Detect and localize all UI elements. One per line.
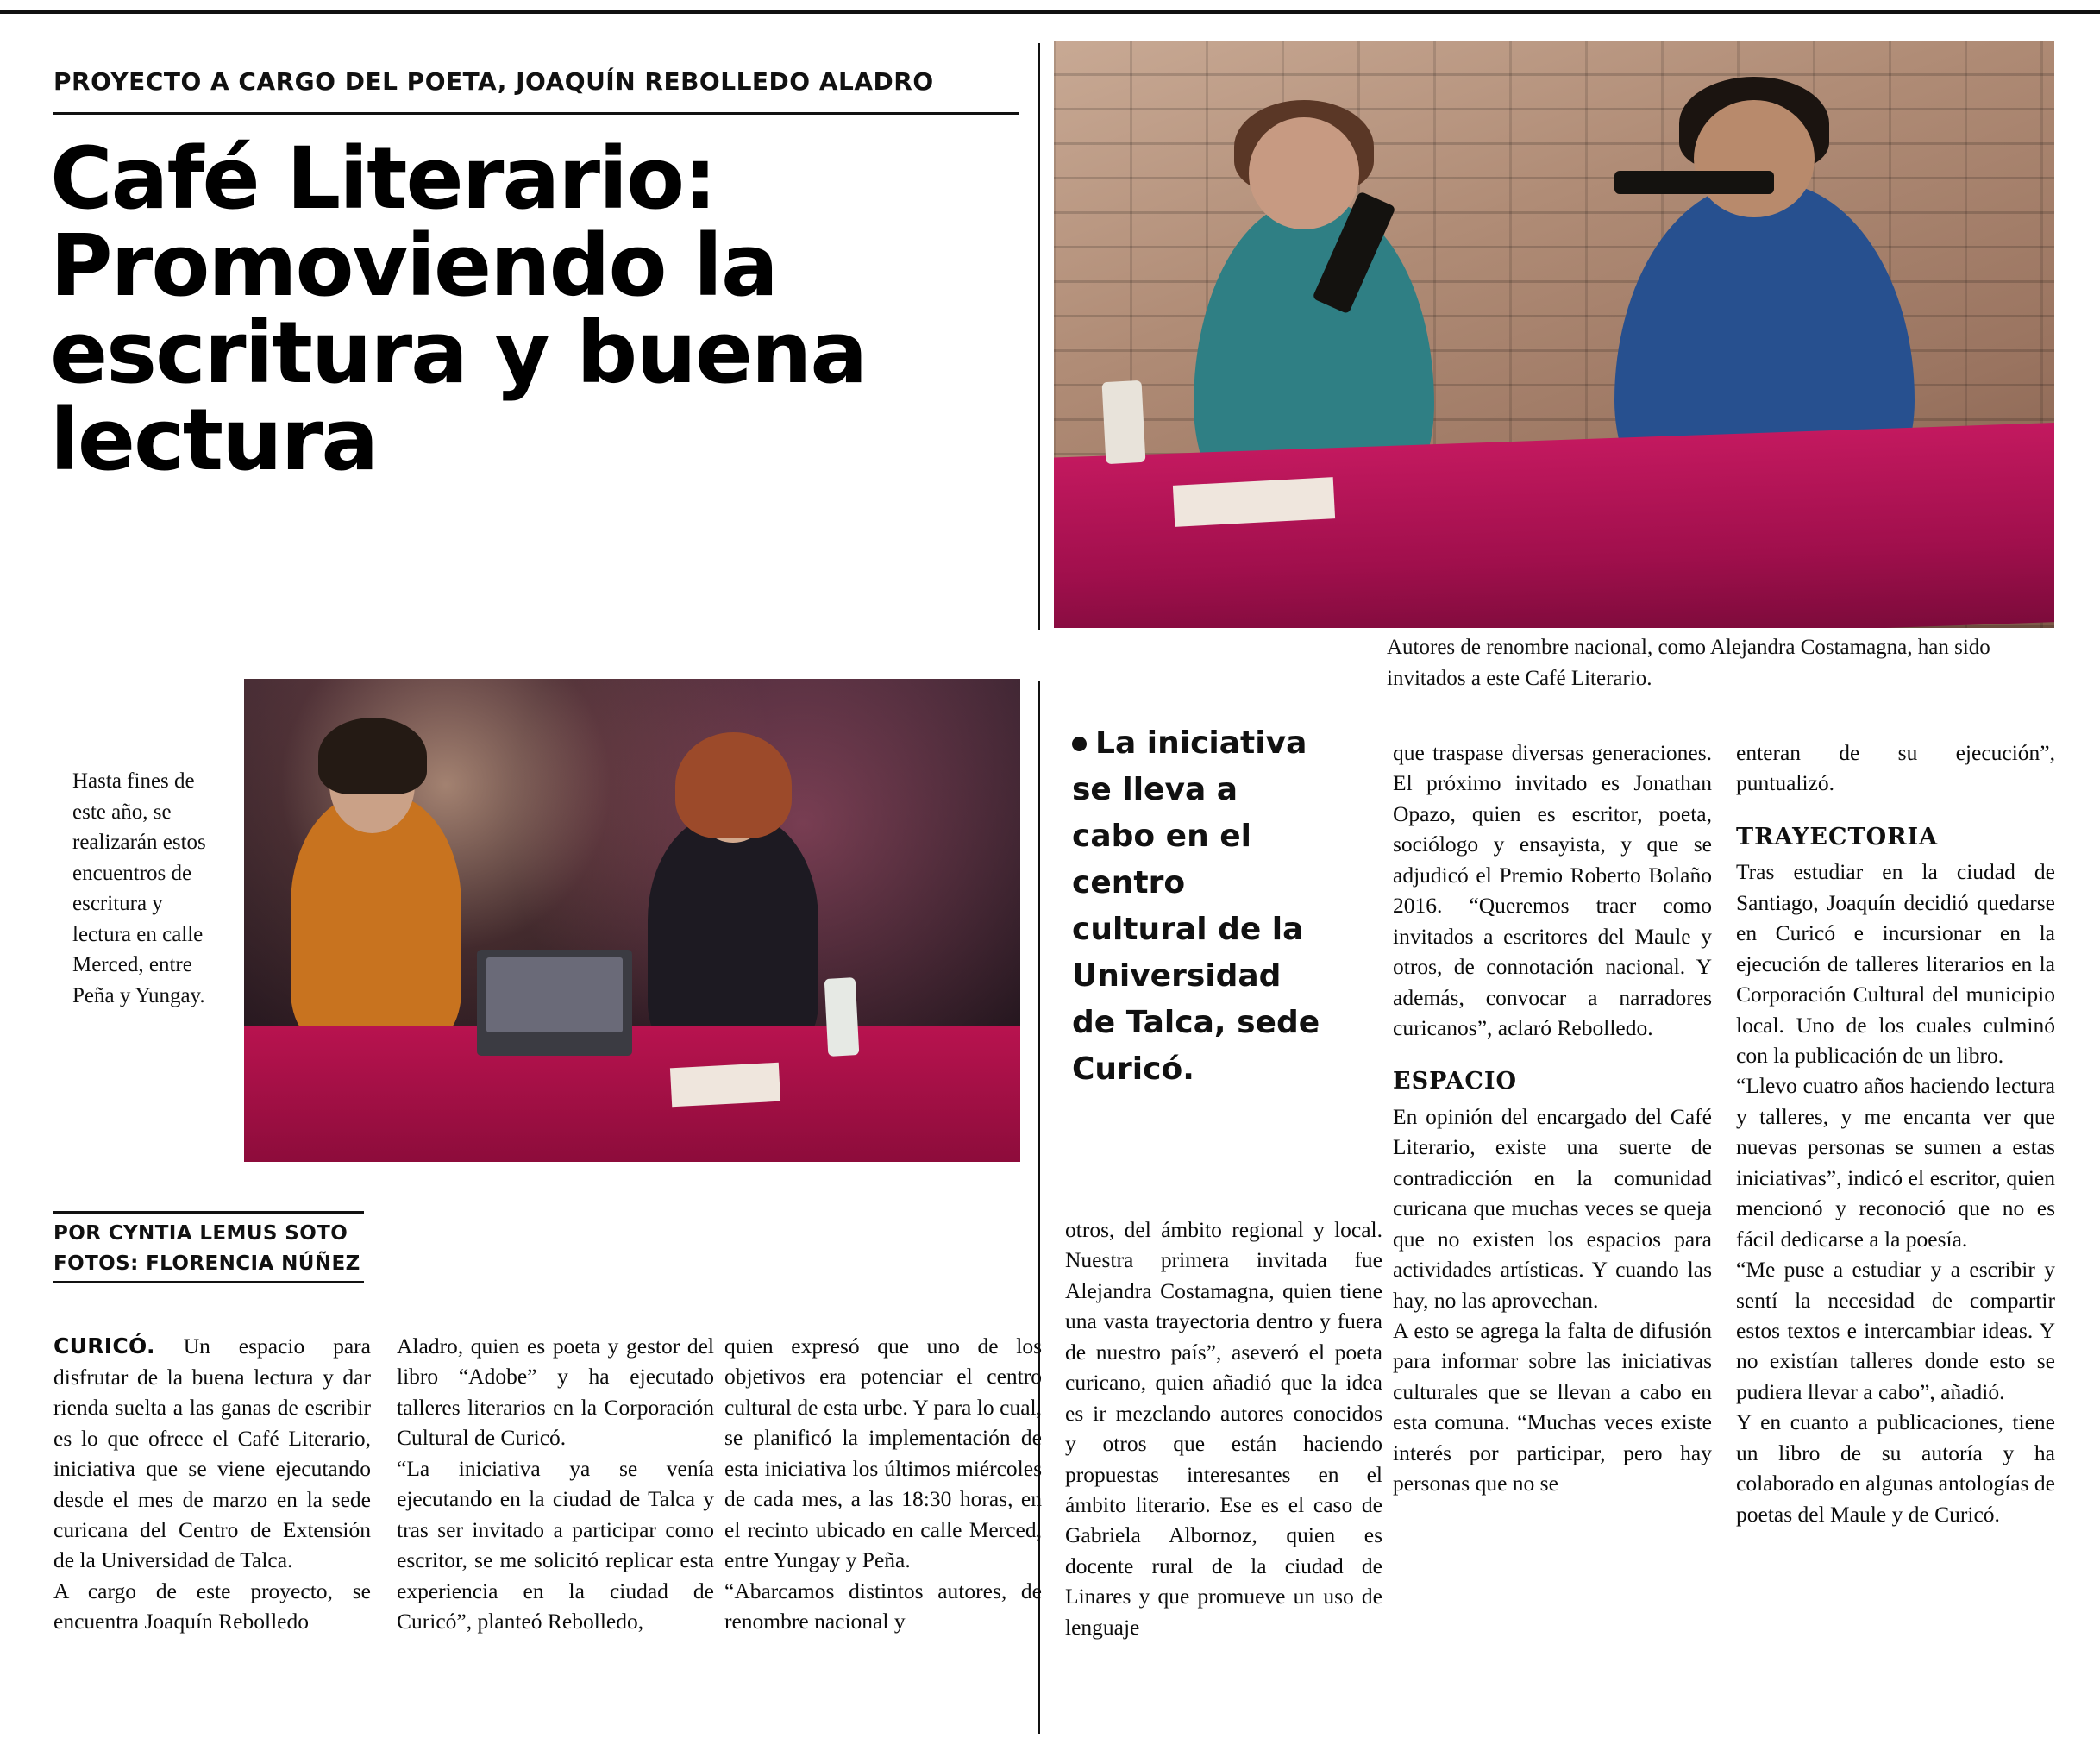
pull-quote-text: La iniciativa se lleva a cabo en el centro cultural de la Universidad de Talca, sede Curicó. [1072, 725, 1320, 1087]
paragraph: Tras estudiar en la ciudad de Santiago, Joaquín decidió quedarse en Curicó e incursionar en la ejecución de talleres literarios en la Corporación Cultural del municipio local. Uno de los cuales culminó con la publicación de un libro. [1736, 859, 2055, 1069]
photo-bottom-side-caption: Hasta fines de este año, se realizarán estos encuentros de escritura y lectura en calle Merced, entre Peña y Yungay. [72, 769, 206, 1007]
kicker-text: PROYECTO A CARGO DEL POETA, JOAQUÍN REBOLLEDO ALADRO [53, 67, 934, 96]
photo-desk [244, 1026, 1020, 1162]
photo-woman-jacket [648, 814, 818, 1056]
body-column-6 [1736, 737, 2055, 1529]
byline [53, 1219, 364, 1278]
body-column-4 [1065, 1214, 1382, 1642]
paragraph: otros, del ámbito regional y local. Nuestra primera invitada fue Alejandra Costamagna, quien tiene una vasta trayectoria dentro y fuera de nuestro país”, aseveró el poeta curicano, quien añadió que la idea es ir mezclando autores conocidos y otros que están haciendo propuestas interesantes en el ámbito literario. Ese es el caso de Gabriela Albornoz, quien es docente rural de la ciudad de Linares y que promueve un uso de lenguaje [1065, 1217, 1382, 1640]
paragraph: Y en cuanto a publicaciones, tiene un libro de su autoría y ha colaborado en algunas antologías de poetas del Maule y de Curicó. [1736, 1409, 2055, 1527]
body-column-5 [1393, 737, 1712, 1499]
paragraph [53, 1331, 371, 1576]
photo-documents [670, 1063, 780, 1107]
photo-panel-discussion [1054, 41, 2054, 628]
photo-person-left-head [1249, 117, 1359, 229]
section-subhead-trayectoria: TRAYECTORIA [1736, 823, 1939, 850]
paragraph: A esto se agrega la falta de difusión para informar sobre las iniciativas culturales que se llevan a cabo en esta comuna. “Muchas veces existe interés por participar, pero hay personas que no se [1393, 1317, 1712, 1497]
paragraph: “La iniciativa ya se venía ejecutando en la ciudad de Talca y tras ser invitado a participar como escritor, se me solicitó replicar esta experiencia en la ciudad de Curicó”, planteó Rebolledo, [397, 1455, 714, 1634]
photo-bottle [824, 977, 860, 1056]
paragraph: “Me puse a estudiar y a escribir y sentí la necesidad de compartir estos textos e intercambiar ideas. Y no existían talleres donde esto se pudiera llevar a cabo”, añadió. [1736, 1257, 2055, 1404]
paragraph: En opinión del encargado del Café Literario, existe una suerte de contradicción en la comunidad curicana que muchas veces se queja que no existen los espacios para actividades artísticas. Y cuando las hay, no las aprovechan. [1393, 1103, 1712, 1313]
byline-photos: FOTOS: FLORENCIA NÚÑEZ [53, 1252, 360, 1275]
paragraph-text: Un espacio para disfrutar de la buena lectura y dar rienda suelta a las ganas de escribir es lo que ofrece el Café Literario, iniciativa que se viene ejecutando desde el mes de marzo en la sede curicana del Centro de Extensión de la Universidad de Talca. [53, 1333, 371, 1573]
dateline-city: CURICÓ. [53, 1333, 155, 1359]
photo-water-bottle [1102, 380, 1146, 464]
paragraph: quien expresó que uno de los objetivos era potenciar el centro cultural de esta urbe. Y para lo cual, se planificó la implementación de esta iniciativa los últimos miércoles de cada mes, a las 18:30 horas, en el recinto ubicado en calle Merced, entre Yungay y Peña. [724, 1333, 1042, 1573]
photo-laptop [477, 950, 632, 1056]
paragraph: “Abarcamos distintos autores, de renombre nacional y [724, 1578, 1042, 1634]
paragraph: Aladro, quien es poeta y gestor del libro “Adobe” y ha ejecutado talleres literarios en la Corporación Cultural de Curicó. [397, 1333, 714, 1451]
photo-person-right-head [1694, 100, 1814, 217]
column-divider-top [1038, 43, 1040, 630]
photo-woman-hair [675, 732, 792, 838]
paragraph: A cargo de este proyecto, se encuentra Joaquín Rebolledo [53, 1578, 371, 1635]
body-column-2 [397, 1331, 714, 1636]
photo-man-hair [318, 718, 427, 795]
photo-microphone-right [1614, 171, 1775, 194]
paragraph: enteran de su ejecución”, puntualizó. [1736, 740, 2055, 796]
photo-cafe-literario-session [244, 679, 1020, 1162]
page-title: Café Literario: Promoviendo la escritura y buena lectura [50, 129, 867, 490]
body-column-1 [53, 1331, 371, 1637]
section-subhead-espacio: ESPACIO [1393, 1068, 1518, 1095]
byline-author: POR CYNTIA LEMUS SOTO [53, 1222, 348, 1245]
byline-divider-top [53, 1211, 364, 1214]
paragraph: que traspase diversas generaciones. El próximo invitado es Jonathan Opazo, quien es escritor, poeta, sociólogo y ensayista, y que se adjudicó el Premio Roberto Bolaño 2016. “Queremos traer como invitados a escritores del Maule y otros, de connotación nacional. Y además, convocar a narradores curicanos”, aclaró Rebolledo. [1393, 740, 1712, 1040]
pull-quote [1072, 720, 1331, 1093]
kicker-divider [53, 112, 1019, 115]
top-divider [0, 10, 2100, 14]
photo-top-caption: Autores de renombre nacional, como Alejandra Costamagna, han sido invitados a este Café Literario. [1387, 636, 1990, 690]
paragraph: “Llevo cuatro años haciendo lectura y talleres, y me encanta ver que nuevas personas se sumen a estas iniciativas”, indicó el escritor, quien mencionó y reconoció que no es fácil dedicarse a la poesía. [1736, 1073, 2055, 1252]
photo-papers [1173, 477, 1335, 526]
body-column-3 [724, 1331, 1042, 1636]
bullet-icon [1072, 737, 1087, 751]
byline-divider-bottom [53, 1281, 364, 1283]
